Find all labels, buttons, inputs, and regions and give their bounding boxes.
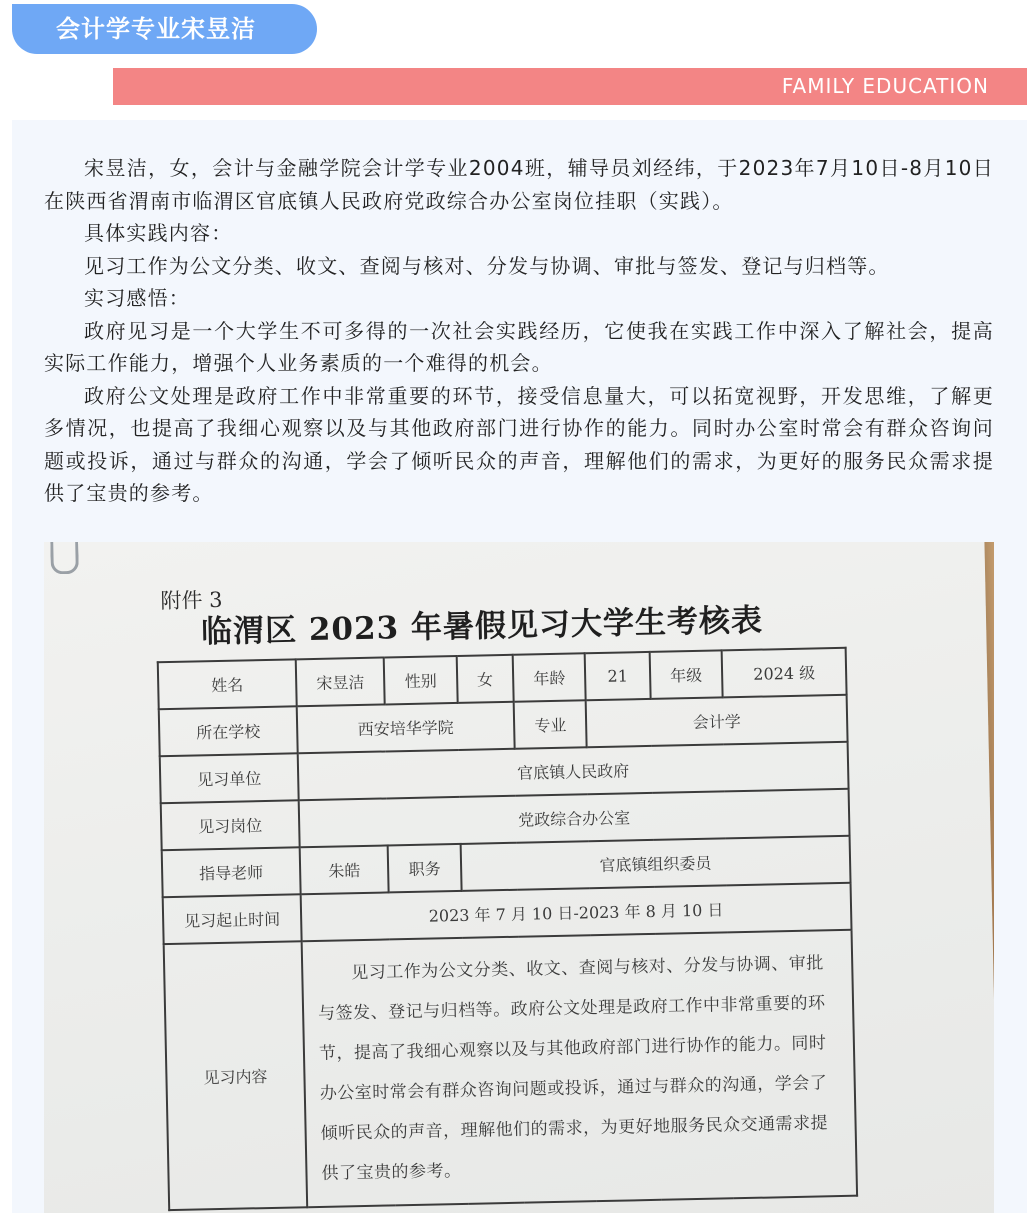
- grade-value: 2024 级: [722, 648, 847, 698]
- gender-label: 性别: [384, 656, 457, 705]
- article-paragraph: 实习感悟：: [84, 286, 190, 310]
- assessment-form-photo: [44, 542, 994, 1213]
- document-title: 临渭区 2023 年暑假见习大学生考核表: [200, 602, 764, 651]
- unit-value: 官底镇人民政府: [298, 742, 849, 801]
- teacher-label: 指导老师: [162, 847, 301, 897]
- section-banner: FAMILY EDUCATION: [113, 68, 1027, 105]
- age-label: 年龄: [513, 653, 586, 702]
- content-value-cell: [302, 930, 857, 1207]
- period-value: 2023 年 7 月 10 日-2023 年 8 月 10 日: [301, 883, 852, 942]
- article-paragraph: 见习工作为公文分类、收文、查阅与核对、分发与协调、审批与签发、登记与归档等。: [84, 253, 890, 278]
- page-title: 会计学专业宋昱洁: [12, 4, 317, 54]
- teacher-value: 朱皓: [300, 845, 389, 894]
- assessment-table: [157, 647, 858, 1211]
- article-paragraph: 宋昱洁，女，会计与金融学院会计学专业2004班，辅导员刘经纬，于2023年7月10日-8月10日在陕西省渭南市临渭区官底镇人民政府党政综合办公室岗位挂职（实践）。: [44, 156, 994, 213]
- duty-label: 职务: [388, 844, 461, 893]
- name-value: 宋昱洁: [296, 657, 385, 706]
- paperclip-icon: [50, 542, 79, 574]
- name-label: 姓名: [158, 659, 297, 709]
- period-label: 见习起止时间: [163, 894, 302, 944]
- unit-label: 见习单位: [160, 753, 299, 803]
- major-value: 会计学: [586, 695, 848, 747]
- gender-value: 女: [456, 655, 513, 703]
- content-label: 见习内容: [164, 941, 308, 1210]
- article-paragraph: 政府见习是一个大学生不可多得的一次社会实践经历，它使我在实践工作中深入了解社会，提高实际工作能力，增强个人业务素质的一个难得的机会。: [44, 318, 994, 375]
- article-paragraph: 政府公文处理是政府工作中非常重要的环节，接受信息量大，可以拓宽视野，开发思维，了解更多情况，也提高了我细心观察以及与其他政府部门进行协作的能力。同时办公室时常会有群众咨询问题或投诉，通过与群众的沟通，学会了倾听民众的声音，理解他们的需求，为更好的服务民众需求提供了宝贵的参考。: [44, 383, 994, 505]
- school-label: 所在学校: [159, 706, 298, 756]
- content-value: 见习工作为公文分类、收文、查阅与核对、分发与协调、审批与签发、登记与归档等。政府公文处理是政府工作中非常重要的环节，提高了我细心观察以及与其他政府部门进行协作的能力。同时办公室时常会有群众咨询问题或投诉，通过与群众的沟通，学会了倾听民众的声音，理解他们的需求，为更好地服务民众交通需求提供了宝贵的参考。: [317, 953, 829, 1184]
- attachment-label: 附件 3: [160, 587, 223, 614]
- paper-sheet: [44, 542, 994, 1213]
- major-label: 专业: [514, 700, 587, 749]
- article-body: [44, 152, 994, 510]
- grade-label: 年级: [649, 650, 722, 699]
- school-value: 西安培华学院: [297, 702, 515, 754]
- article-paragraph: 具体实践内容：: [84, 221, 233, 245]
- age-value: 21: [585, 652, 650, 700]
- duty-value: 官底镇组织委员: [460, 836, 850, 891]
- post-label: 见习岗位: [161, 800, 300, 850]
- post-value: 党政综合办公室: [299, 789, 850, 848]
